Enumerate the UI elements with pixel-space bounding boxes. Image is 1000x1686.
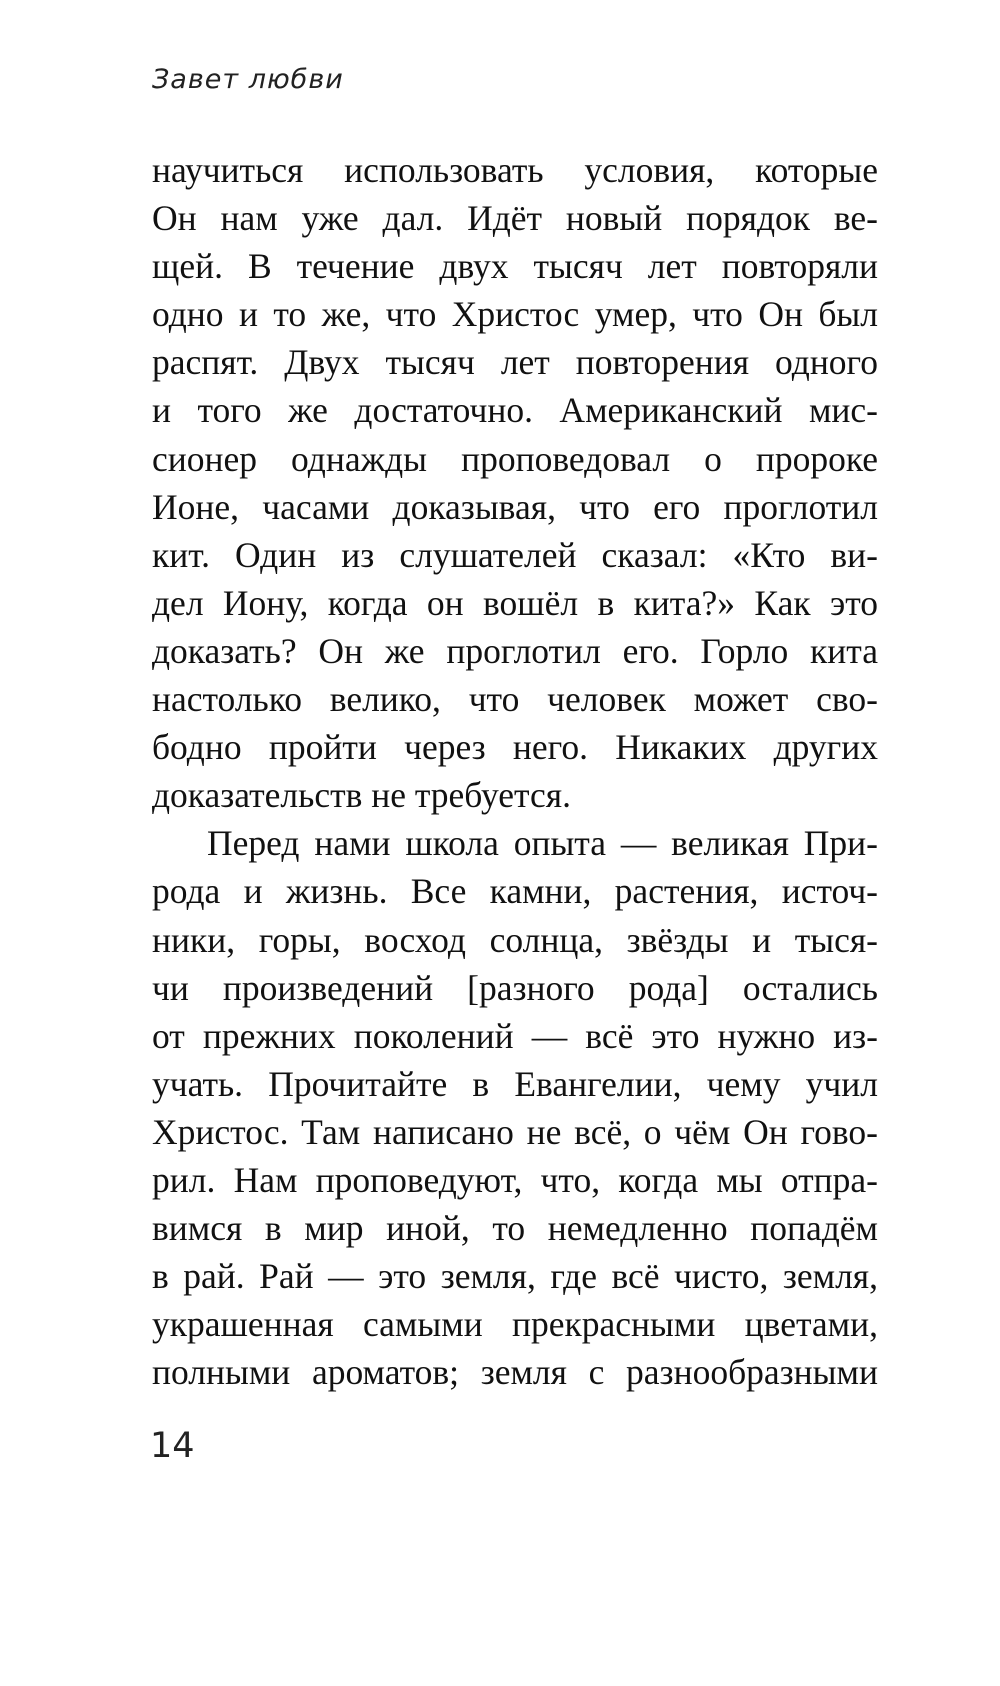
text-line: от прежних поколений — всё это нужно из- (152, 1015, 878, 1056)
page-number: 14 (150, 1426, 195, 1466)
text-line: Христос. Там написано не всё, о чём Он гово- (152, 1111, 878, 1152)
text-line: доказательств не требуется. (152, 775, 571, 816)
text-line: доказать? Он же проглотил его. Горло кита (152, 630, 878, 671)
text-line: рода и жизнь. Все камни, растения, источ- (152, 871, 878, 912)
text-line: полными ароматов; земля с разнообразными (152, 1352, 878, 1393)
text-line: Он нам уже дал. Идёт новый порядок ве- (152, 198, 878, 239)
paragraph-1 (152, 146, 878, 819)
text-line: и того же достаточно. Американский мис- (152, 390, 878, 431)
text-line: кит. Один из слушателей сказал: «Кто ви- (152, 534, 878, 575)
text-line: сионер однажды проповедовал о пророке (152, 438, 878, 479)
body-text (152, 146, 878, 1396)
text-line: настолько велико, что человек может сво- (152, 679, 878, 720)
text-line: бодно пройти через него. Никаких других (152, 727, 878, 768)
running-head: Завет любви (152, 64, 344, 95)
text-line: научиться использовать условия, которые (152, 150, 878, 190)
text-line: учать. Прочитайте в Евангелии, чему учил (152, 1063, 878, 1104)
text-line: украшенная самыми прекрасными цветами, (152, 1304, 878, 1345)
text-line: Ионе, часами доказывая, что его проглотил (152, 486, 878, 527)
text-line: дел Иону, когда он вошёл в кита?» Как это (152, 582, 878, 623)
text-line: вимся в мир иной, то немедленно попадём (152, 1208, 878, 1249)
text-line: ники, горы, восход солнца, звёзды и тыся- (152, 919, 878, 960)
paragraph-2 (152, 819, 878, 1396)
text-line: щей. В течение двух тысяч лет повторяли (152, 246, 878, 287)
text-line: чи произведений [разного рода] остались (152, 967, 878, 1008)
text-line: распят. Двух тысяч лет повторения одного (152, 342, 878, 383)
text-line: рил. Нам проповедуют, что, когда мы отпра- (152, 1159, 878, 1200)
text-line: одно и то же, что Христос умер, что Он был (152, 294, 878, 335)
text-line: в рай. Рай — это земля, где всё чисто, земля, (152, 1256, 878, 1297)
text-line: Перед нами школа опыта — великая При- (207, 823, 878, 864)
